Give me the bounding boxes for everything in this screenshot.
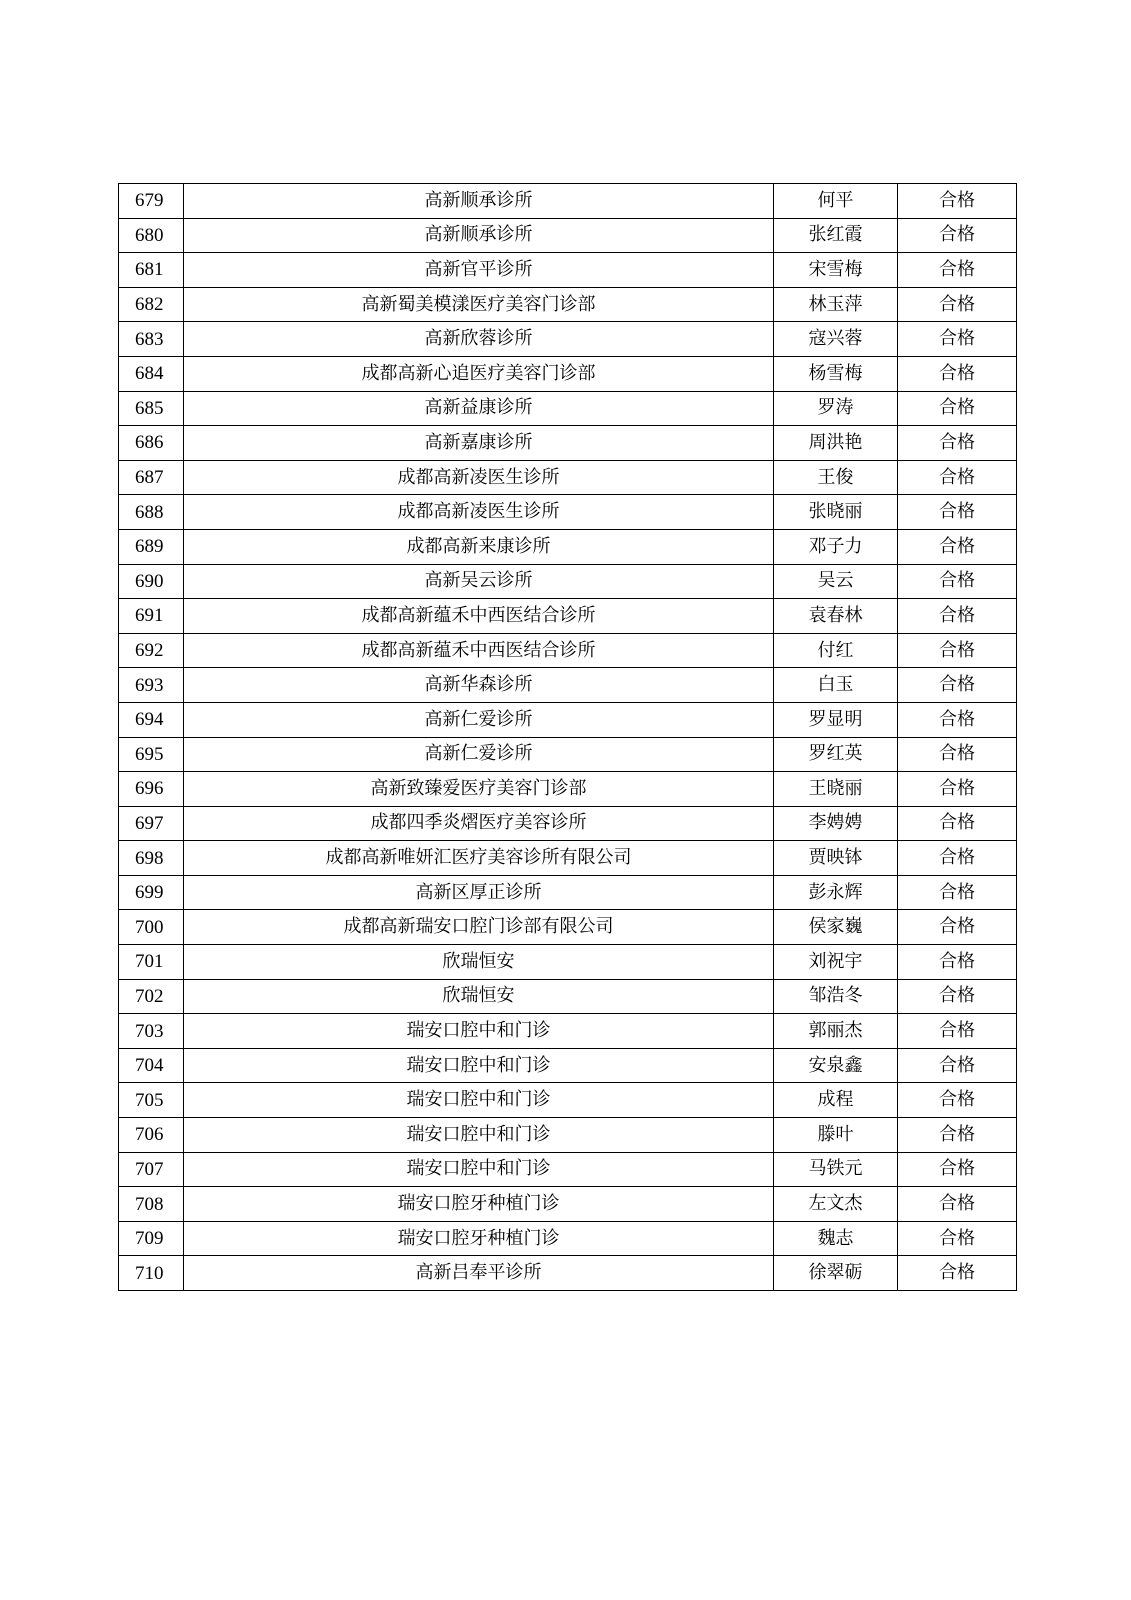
table-row [119, 979, 1017, 1014]
result-cell: 合格 [898, 529, 1017, 564]
result-cell: 合格 [898, 806, 1017, 841]
person-name-cell: 杨雪梅 [774, 356, 898, 391]
table-row [119, 529, 1017, 564]
result-cell: 合格 [898, 218, 1017, 253]
institution-cell: 成都高新瑞安口腔门诊部有限公司 [184, 910, 774, 945]
row-number-cell: 686 [119, 426, 184, 461]
row-number-cell: 702 [119, 979, 184, 1014]
table-row [119, 1256, 1017, 1291]
row-number-cell: 709 [119, 1221, 184, 1256]
table-row [119, 772, 1017, 807]
institution-cell: 高新区厚正诊所 [184, 875, 774, 910]
result-cell: 合格 [898, 599, 1017, 634]
table-row [119, 460, 1017, 495]
person-name-cell: 侯家巍 [774, 910, 898, 945]
institution-cell: 欣瑞恒安 [184, 945, 774, 980]
row-number-cell: 682 [119, 287, 184, 322]
institution-cell: 欣瑞恒安 [184, 979, 774, 1014]
person-name-cell: 安泉鑫 [774, 1048, 898, 1083]
row-number-cell: 706 [119, 1118, 184, 1153]
institution-cell: 瑞安口腔牙种植门诊 [184, 1187, 774, 1222]
result-cell: 合格 [898, 287, 1017, 322]
table-row [119, 287, 1017, 322]
result-cell: 合格 [898, 426, 1017, 461]
institution-cell: 瑞安口腔中和门诊 [184, 1014, 774, 1049]
result-cell: 合格 [898, 184, 1017, 219]
institution-cell: 成都四季炎熠医疗美容诊所 [184, 806, 774, 841]
row-number-cell: 679 [119, 184, 184, 219]
institution-cell: 成都高新唯妍汇医疗美容诊所有限公司 [184, 841, 774, 876]
result-cell: 合格 [898, 1187, 1017, 1222]
result-cell: 合格 [898, 1118, 1017, 1153]
row-number-cell: 694 [119, 702, 184, 737]
row-number-cell: 705 [119, 1083, 184, 1118]
person-name-cell: 李娉娉 [774, 806, 898, 841]
table-row [119, 910, 1017, 945]
person-name-cell: 周洪艳 [774, 426, 898, 461]
result-cell: 合格 [898, 945, 1017, 980]
institution-cell: 成都高新心追医疗美容门诊部 [184, 356, 774, 391]
result-cell: 合格 [898, 1048, 1017, 1083]
row-number-cell: 683 [119, 322, 184, 357]
result-cell: 合格 [898, 322, 1017, 357]
records-table [118, 183, 1017, 1291]
person-name-cell: 徐翠砺 [774, 1256, 898, 1291]
institution-cell: 成都高新来康诊所 [184, 529, 774, 564]
table-row [119, 184, 1017, 219]
result-cell: 合格 [898, 668, 1017, 703]
table-row [119, 945, 1017, 980]
row-number-cell: 690 [119, 564, 184, 599]
institution-cell: 高新致臻爱医疗美容门诊部 [184, 772, 774, 807]
person-name-cell: 张红霞 [774, 218, 898, 253]
table-row [119, 495, 1017, 530]
person-name-cell: 刘祝宇 [774, 945, 898, 980]
institution-cell: 高新顺承诊所 [184, 184, 774, 219]
institution-cell: 高新华森诊所 [184, 668, 774, 703]
person-name-cell: 郭丽杰 [774, 1014, 898, 1049]
person-name-cell: 白玉 [774, 668, 898, 703]
person-name-cell: 何平 [774, 184, 898, 219]
row-number-cell: 691 [119, 599, 184, 634]
institution-cell: 成都高新蕴禾中西医结合诊所 [184, 633, 774, 668]
row-number-cell: 703 [119, 1014, 184, 1049]
result-cell: 合格 [898, 702, 1017, 737]
row-number-cell: 681 [119, 253, 184, 288]
table-row [119, 668, 1017, 703]
institution-cell: 高新蜀美模漾医疗美容门诊部 [184, 287, 774, 322]
table-row [119, 426, 1017, 461]
table-row [119, 564, 1017, 599]
result-cell: 合格 [898, 391, 1017, 426]
row-number-cell: 700 [119, 910, 184, 945]
person-name-cell: 袁春林 [774, 599, 898, 634]
row-number-cell: 698 [119, 841, 184, 876]
person-name-cell: 魏志 [774, 1221, 898, 1256]
table-row [119, 253, 1017, 288]
person-name-cell: 付红 [774, 633, 898, 668]
table-row [119, 737, 1017, 772]
result-cell: 合格 [898, 910, 1017, 945]
institution-cell: 高新官平诊所 [184, 253, 774, 288]
person-name-cell: 林玉萍 [774, 287, 898, 322]
table-row [119, 1014, 1017, 1049]
person-name-cell: 罗涛 [774, 391, 898, 426]
person-name-cell: 吴云 [774, 564, 898, 599]
institution-cell: 瑞安口腔牙种植门诊 [184, 1221, 774, 1256]
person-name-cell: 宋雪梅 [774, 253, 898, 288]
result-cell: 合格 [898, 1256, 1017, 1291]
institution-cell: 瑞安口腔中和门诊 [184, 1048, 774, 1083]
row-number-cell: 699 [119, 875, 184, 910]
row-number-cell: 708 [119, 1187, 184, 1222]
table-row [119, 841, 1017, 876]
table-row [119, 1083, 1017, 1118]
row-number-cell: 684 [119, 356, 184, 391]
result-cell: 合格 [898, 1221, 1017, 1256]
institution-cell: 高新顺承诊所 [184, 218, 774, 253]
table-row [119, 599, 1017, 634]
institution-cell: 成都高新蕴禾中西医结合诊所 [184, 599, 774, 634]
row-number-cell: 710 [119, 1256, 184, 1291]
institution-cell: 高新吕奉平诊所 [184, 1256, 774, 1291]
row-number-cell: 707 [119, 1152, 184, 1187]
table-row [119, 1118, 1017, 1153]
table-row [119, 1221, 1017, 1256]
result-cell: 合格 [898, 1014, 1017, 1049]
result-cell: 合格 [898, 633, 1017, 668]
row-number-cell: 695 [119, 737, 184, 772]
row-number-cell: 701 [119, 945, 184, 980]
table-row [119, 1048, 1017, 1083]
result-cell: 合格 [898, 841, 1017, 876]
person-name-cell: 邹浩冬 [774, 979, 898, 1014]
person-name-cell: 邓子力 [774, 529, 898, 564]
row-number-cell: 704 [119, 1048, 184, 1083]
person-name-cell: 贾映钵 [774, 841, 898, 876]
person-name-cell: 罗红英 [774, 737, 898, 772]
result-cell: 合格 [898, 564, 1017, 599]
table-row [119, 806, 1017, 841]
institution-cell: 高新嘉康诊所 [184, 426, 774, 461]
institution-cell: 瑞安口腔中和门诊 [184, 1118, 774, 1153]
row-number-cell: 685 [119, 391, 184, 426]
result-cell: 合格 [898, 772, 1017, 807]
institution-cell: 瑞安口腔中和门诊 [184, 1083, 774, 1118]
institution-cell: 高新欣蓉诊所 [184, 322, 774, 357]
result-cell: 合格 [898, 1083, 1017, 1118]
result-cell: 合格 [898, 1152, 1017, 1187]
result-cell: 合格 [898, 460, 1017, 495]
person-name-cell: 彭永辉 [774, 875, 898, 910]
person-name-cell: 滕叶 [774, 1118, 898, 1153]
result-cell: 合格 [898, 356, 1017, 391]
row-number-cell: 687 [119, 460, 184, 495]
table-row [119, 875, 1017, 910]
person-name-cell: 左文杰 [774, 1187, 898, 1222]
person-name-cell: 王晓丽 [774, 772, 898, 807]
table-row [119, 322, 1017, 357]
result-cell: 合格 [898, 253, 1017, 288]
institution-cell: 成都高新凌医生诊所 [184, 460, 774, 495]
person-name-cell: 成程 [774, 1083, 898, 1118]
institution-cell: 高新益康诊所 [184, 391, 774, 426]
table-row [119, 702, 1017, 737]
row-number-cell: 680 [119, 218, 184, 253]
institution-cell: 高新仁爱诊所 [184, 702, 774, 737]
person-name-cell: 寇兴蓉 [774, 322, 898, 357]
row-number-cell: 689 [119, 529, 184, 564]
row-number-cell: 688 [119, 495, 184, 530]
table-row [119, 218, 1017, 253]
table-row [119, 391, 1017, 426]
table-row [119, 633, 1017, 668]
table-row [119, 356, 1017, 391]
result-cell: 合格 [898, 737, 1017, 772]
institution-cell: 高新吴云诊所 [184, 564, 774, 599]
row-number-cell: 693 [119, 668, 184, 703]
table-row [119, 1152, 1017, 1187]
row-number-cell: 696 [119, 772, 184, 807]
result-cell: 合格 [898, 875, 1017, 910]
person-name-cell: 马铁元 [774, 1152, 898, 1187]
institution-cell: 成都高新凌医生诊所 [184, 495, 774, 530]
records-table-body [119, 184, 1017, 1291]
institution-cell: 高新仁爱诊所 [184, 737, 774, 772]
row-number-cell: 697 [119, 806, 184, 841]
person-name-cell: 张晓丽 [774, 495, 898, 530]
person-name-cell: 罗显明 [774, 702, 898, 737]
person-name-cell: 王俊 [774, 460, 898, 495]
row-number-cell: 692 [119, 633, 184, 668]
result-cell: 合格 [898, 979, 1017, 1014]
institution-cell: 瑞安口腔中和门诊 [184, 1152, 774, 1187]
result-cell: 合格 [898, 495, 1017, 530]
table-row [119, 1187, 1017, 1222]
